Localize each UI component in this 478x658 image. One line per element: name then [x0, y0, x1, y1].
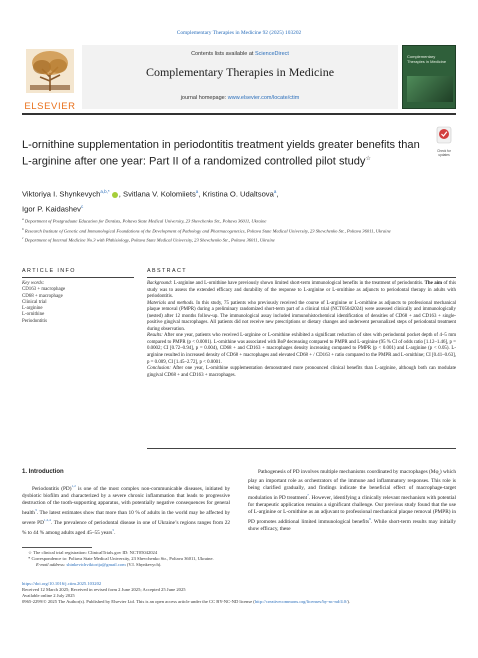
keyword-item: Clinical trial — [22, 299, 47, 305]
available-online: Available online 2 July 2025 — [22, 593, 75, 598]
footnote-rule — [22, 547, 92, 548]
author-name[interactable]: Viktoriya I. Shynkevych — [22, 189, 101, 199]
author-line-2 — [22, 201, 442, 216]
abstract-end-rule — [147, 448, 456, 449]
abstract-background: Background: L-arginine and L-ornithine have previously shown limited short-term immunological benefits in the treatment of periodontitis. The aim of this study was to assess the extended efficacy and durability of the response to L-arginine or L-ornithine as adjuncts to periodontal therapy in adults with periodontitis. — [147, 281, 456, 300]
author-line-1: Viktoriya I. Shynkevych$^{a,b,*}$ , Svitlana V. Kolomiiets$^a$, Kristina O. Udaltsova$^a$, — [22, 189, 279, 199]
email-link[interactable]: shinkevichviktorija@gmail.com — [66, 562, 126, 567]
contents-text: Contents lists available at — [191, 51, 255, 57]
check-updates-badge[interactable] — [432, 126, 456, 157]
running-header[interactable]: Complementary Therapies in Medicine 92 (2025) 103202 — [176, 30, 302, 36]
crossmark-icon — [436, 126, 452, 144]
affiliation-item: $^a$ Department of Postgraduate Education for Dentists, Poltava State Medical University, 23 Shevchenko Str., Poltava 36011, Ukraine — [22, 217, 267, 224]
abstract-heading: ABSTRACT — [147, 268, 187, 274]
email-note: E-mail address: shinkevichviktorija@gmail.com (V.I. Shynkevych). — [36, 562, 162, 567]
author-affiliation[interactable]: a — [195, 189, 199, 194]
orcid-icon[interactable] — [112, 192, 118, 198]
citation-link[interactable]: 1,2 — [71, 484, 76, 488]
author-affiliation[interactable]: a,b,* — [100, 189, 110, 194]
citation-link[interactable]: 1,2,4 — [43, 517, 51, 522]
cover-image — [407, 76, 453, 102]
keyword-item: Periodontitis — [22, 318, 47, 324]
trial-registration-note: ☆ The clinical trial registration: ClinicalTrials.gov ID: NCT05042024 — [28, 550, 158, 555]
journal-homepage — [82, 95, 398, 101]
license-text: 0965-2299/© 2025 The Author(s). Published by Elsevier Ltd. This is an open access article under the CC BY-NC-ND license (http://creativecommons.org/licenses/by-nc-nd/4.0/). — [22, 599, 351, 604]
abstract-results: Results: After one year, patients who received L-arginine or L-ornithine exhibited a significant reduction of sites with periodontal pocket depth of 4–5 mm compared to PMPR (p < 0.0001). L-ornithine was associated with BoP decreasing compared to PMPR and L-arginine (95 % CI of odds ratio [1.12–1.46], p = 0.0002; CI [0.72–0.94], p = 0.004), CD68 + and CD163 + macrophages density increasing compared to PMPR (p < 0.001) and L-arginine (p < 0.05). L-arginine resulted in increased density of CD68 + macrophages and elevated CD68 + / CD163 + ratio compared to the PMPR and L-ornithine; CI [0.41–0.63], p = 0.009, CI [1.45–2.72], p < 0.0001. — [147, 333, 456, 365]
author-list — [22, 186, 442, 216]
sciencedirect-link[interactable]: ScienceDirect — [254, 51, 289, 57]
article-info-heading: ARTICLE INFO — [22, 268, 76, 274]
title-star[interactable]: ☆ — [365, 155, 371, 162]
keywords-label: Key words: — [22, 281, 45, 286]
license-link[interactable]: http://creativecommons.org/licenses/by-nc-nd/4.0/ — [254, 599, 348, 604]
journal-cover[interactable] — [402, 45, 456, 109]
masthead — [22, 45, 456, 112]
doi-link[interactable]: https://doi.org/10.1016/j.ctim.2025.103202 — [22, 581, 102, 586]
citation-link[interactable]: 7 — [307, 493, 309, 498]
keyword-item: L-arginine — [22, 306, 43, 312]
homepage-label: journal homepage: — [180, 95, 228, 101]
affiliation-item: $^c$ Department of Internal Medicine No.3 with Phthisiology, Poltava State Medical University, 23 Shevchenko Str., Poltava 36011, Ukraine — [22, 236, 275, 243]
intro-left-column: Periodontitis (PD)$^{1,2}$ is one of the most complex non-communicable diseases, initiated by dysbiotic biofilm and characterized by a severe chronic inflammation that leads to progressive destruction of the tooth-supporting apparatus, with potentially negative consequences for general health$^3$. The latest estimates show that more than 10 % of adults in the world may be affected by severe PD$^{1,2,4}$. The prevalence of periodontal disease in one of Ukraine’s regions ranges from 22 % to 44 % among adults aged 45–55 years$^5$. — [22, 484, 231, 536]
author-affiliation[interactable]: c — [80, 204, 84, 210]
citation-link[interactable]: 3 — [34, 508, 37, 513]
keyword-item: L-ornithine — [22, 312, 45, 318]
author-name[interactable]: Kristina O. Udaltsova — [202, 189, 274, 199]
journal-name: Complementary Therapies in Medicine — [145, 65, 335, 79]
abstract-body — [147, 281, 456, 379]
author-affiliation[interactable]: a — [273, 189, 277, 194]
publication-info — [22, 581, 456, 605]
affiliations — [22, 216, 456, 244]
elsevier-tree-icon — [22, 47, 78, 95]
correspondence-note: * Correspondence to: Poltava State Medical University, 23 Shevchenko Str., Poltava 36011, Ukraine. — [28, 556, 214, 561]
intro-right-column: Pathogenesis of PD involves multiple mechanisms coordinated by macrophages $(M\varphi_s)$ which play an important role as orchestrators of the immune and inflammatory responses. This role is being clarified gradually, and findings indicate the beneficial effect of macrophage-target modulation in PD treatment$^7$. However, identifying a clinically relevant mechanism with potential for therapeutic application remains a significant challenge. Our previous study found that the use of L-arginine or L-ornithine as an adjuvant to professional mechanical plaque removal (PMPR) in PD promotes additional limited immunological benefits$^8$. While short-term results may initially show efficacy, these — [248, 469, 456, 533]
footnotes — [28, 550, 456, 568]
citation-link[interactable]: 5 — [112, 527, 115, 532]
keyword-item: CD163 + macrophage — [22, 287, 66, 293]
abstract-rule — [147, 277, 456, 278]
elsevier-wordmark: ELSEVIER — [24, 101, 76, 112]
author-name[interactable]: Svitlana V. Kolomiiets — [123, 189, 196, 199]
abstract-methods: Materials and methods. In this study, 75 patients who previously received the course of L-arginine or L-ornithine as adjuncts to professional mechanical plaque removal (PMPR) during a preliminary randomized short-term part of a clinical trial (NCT05042024) were assessed clinically and immunologically (nested) after 12 months follow-up. The immunological assay included immunohistochemical identification of densities of CD68 + and CD163 + single-positive gingival macrophages. All patients did not receive new prescriptions or dietary changes and underwent personalized steps of periodontal treatment during observation. — [147, 300, 456, 332]
masthead-box — [82, 45, 398, 109]
article-title-text: L-ornithine supplementation in periodontitis treatment yields greater benefits than L-arginine after one year: Part II of a randomized controlled pilot study — [22, 139, 420, 168]
keyword-item: CD68 + macrophage — [22, 293, 63, 299]
contents-line — [82, 51, 398, 57]
intro-heading: 1. Introduction — [22, 469, 64, 475]
abstract-conclusion: Conclusion: After one year, L-ornithine supplementation demonstrated more pronounced clinical benefits than L-arginine, although both can modulate gingival CD68 + and CD163 + macrophages. — [147, 366, 456, 378]
author-name[interactable]: Igor P. Kaidashev — [22, 204, 81, 214]
keywords-block — [22, 281, 134, 325]
masthead-rule — [22, 113, 456, 115]
article-info-rule — [22, 277, 134, 278]
citation-link[interactable]: 8 — [369, 517, 371, 522]
elsevier-logo[interactable] — [22, 47, 78, 112]
homepage-link[interactable]: www.elsevier.com/locate/ctim — [227, 95, 300, 101]
article-title — [22, 139, 427, 169]
check-updates-label: Check for updates — [437, 149, 451, 157]
affiliation-item: $^b$ Research Institute of Genetic and Immunological Foundations of the Development of Pathology and Pharmacogenetics, Poltava State Medical University, 23 Shevchenko Str., Poltava 36011, Ukraine — [22, 226, 391, 234]
received-dates: Received 12 March 2025; Received in revised form 2 June 2025; Accepted 25 June 2025 — [22, 587, 186, 592]
cover-title: Complementary Therapies in Medicine — [407, 54, 447, 64]
